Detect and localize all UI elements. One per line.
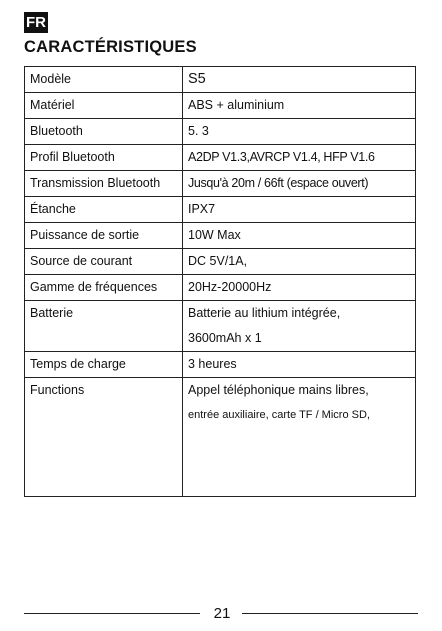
spec-label-frequency-range: Gamme de fréquences <box>25 275 183 301</box>
page-number: 21 <box>213 605 231 622</box>
spec-row-functions <box>25 378 416 497</box>
footer-rule-left <box>24 613 200 614</box>
spec-row-output-power <box>25 223 416 249</box>
spec-row-power-source <box>25 249 416 275</box>
spec-row-bluetooth-profile <box>25 145 416 171</box>
spec-value-functions-line-2: entrée auxiliaire, carte TF / Micro SD, <box>188 409 370 421</box>
spec-row-material <box>25 93 416 119</box>
spec-row-charge-time <box>25 352 416 378</box>
spec-label-transmission: Transmission Bluetooth <box>25 171 183 197</box>
spec-value-output-power: 10W Max <box>183 223 416 249</box>
spec-value-charge-time: 3 heures <box>183 352 416 378</box>
footer-rule-right <box>242 613 418 614</box>
section-title: CARACTÉRISTIQUES <box>24 38 197 56</box>
spec-value-model: S5 <box>183 67 416 93</box>
spec-row-model <box>25 67 416 93</box>
spec-row-waterproof <box>25 197 416 223</box>
spec-label-power-source: Source de courant <box>25 249 183 275</box>
spec-value-material: ABS + aluminium <box>183 93 416 119</box>
spec-value-battery <box>183 301 416 352</box>
spec-label-model: Modèle <box>25 67 183 93</box>
spec-label-bluetooth: Bluetooth <box>25 119 183 145</box>
spec-label-battery: Batterie <box>25 301 183 352</box>
spec-row-bluetooth <box>25 119 416 145</box>
spec-label-output-power: Puissance de sortie <box>25 223 183 249</box>
spec-value-functions-line-1: Appel téléphonique mains libres, <box>188 383 369 397</box>
spec-row-frequency-range <box>25 275 416 301</box>
page-footer <box>24 602 418 626</box>
spec-value-battery-line-2: 3600mAh x 1 <box>188 331 262 345</box>
specifications-table <box>24 66 416 497</box>
spec-label-material: Matériel <box>25 93 183 119</box>
spec-label-charge-time: Temps de charge <box>25 352 183 378</box>
spec-row-transmission <box>25 171 416 197</box>
spec-value-power-source: DC 5V/1A, <box>183 249 416 275</box>
spec-label-functions: Functions <box>25 378 183 497</box>
spec-value-frequency-range: 20Hz-20000Hz <box>183 275 416 301</box>
spec-label-waterproof: Étanche <box>25 197 183 223</box>
language-badge: FR <box>26 14 46 31</box>
spec-label-bluetooth-profile: Profil Bluetooth <box>25 145 183 171</box>
spec-value-waterproof: IPX7 <box>183 197 416 223</box>
spec-row-battery <box>25 301 416 352</box>
spec-value-transmission: Jusqu'à 20m / 66ft (espace ouvert) <box>188 176 369 190</box>
spec-value-battery-line-1: Batterie au lithium intégrée, <box>188 306 341 320</box>
spec-value-bluetooth-profile: A2DP V1.3,AVRCP V1.4, HFP V1.6 <box>188 150 375 164</box>
spec-value-functions <box>183 378 416 497</box>
spec-value-bluetooth: 5. 3 <box>183 119 416 145</box>
